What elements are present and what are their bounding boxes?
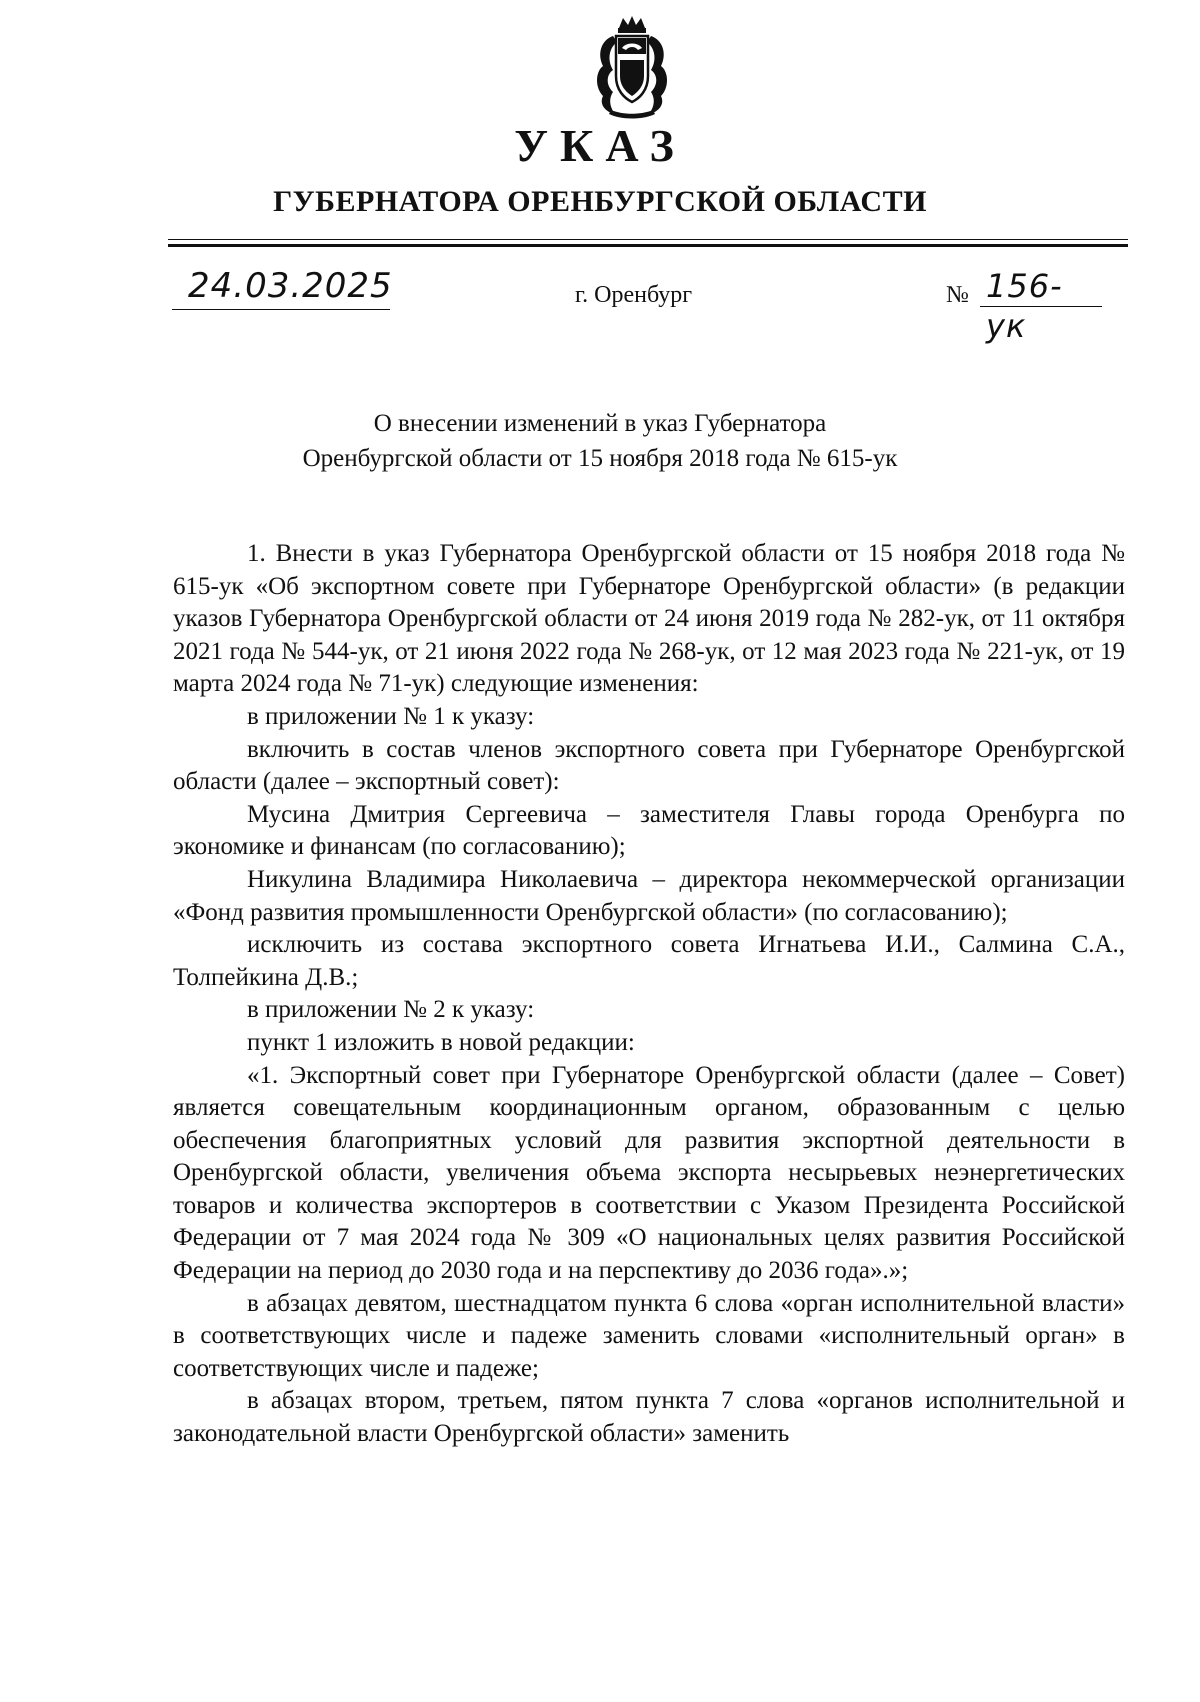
body-paragraph: в абзацах девятом, шестнадцатом пункта 6 слова «орган исполнительной власти» в соответствующих числе и падеже заменить словами «исполнительный орган» в соответствующих числе и падеже; [173, 1289, 1125, 1382]
document-type-title: УКАЗ [514, 120, 686, 171]
body-paragraph: Никулина Владимира Николаевича – директора некоммерческой организации «Фонд развития промышленности Оренбургской области» (по согласованию); [173, 865, 1125, 926]
decree-subject [0, 406, 1200, 476]
date-underline [172, 309, 390, 310]
decree-number: 156-ук [986, 267, 1063, 345]
decree-date-field [172, 266, 393, 306]
body-paragraph: 1. Внести в указ Губернатора Оренбургской области от 15 ноября 2018 года № 615-ук «Об экспортном совете при Губернаторе Оренбургской области» (в редакции указов Губернатора Оренбургской области от 24 июня 2019 года № 282-ук, от 11 октября 2021 года № 544-ук, от 21 июня 2022 года № 268-ук, от 12 мая 2023 года № 221-ук, от 19 марта 2024 года № 71-ук) следующие изменения: [173, 540, 1125, 698]
decree-body [173, 538, 1125, 1451]
header-rule-thick [168, 244, 1128, 247]
header-rule-thin [168, 239, 1128, 240]
decree-number-field [980, 266, 1102, 345]
body-paragraph: включить в состав членов экспортного совета при Губернаторе Оренбургской области (далее – экспортный совет): [173, 735, 1125, 796]
subject-line-1: О внесении изменений в указ Губернатора [373, 410, 827, 437]
body-paragraph: в абзацах втором, третьем, пятом пункта 7 слова «органов исполнительной и законодательной власти Оренбургской области» заменить [173, 1387, 1125, 1448]
body-paragraph: в приложении № 2 к указу: [247, 996, 535, 1024]
body-paragraph: пункт 1 изложить в новой редакции: [247, 1028, 635, 1056]
issuer-title: ГУБЕРНАТОРА ОРЕНБУРГСКОЙ ОБЛАСТИ [273, 185, 927, 218]
body-paragraph: «1. Экспортный совет при Губернаторе Оренбургской области (далее – Совет) является совещательным координационным органом, образованным с целью обеспечения благоприятных условий для развития экспортной деятельности в Оренбургской области, увеличения объема экспорта несырьевых неэнергетических товаров и количества экспортеров в соответствии с Указом Президента Российской Федерации от 7 мая 2024 года № 309 «О национальных целях развития Российской Федерации на период до 2030 года и на перспективу до 2036 года».»; [173, 1061, 1125, 1285]
coat-of-arms-emblem [591, 14, 673, 122]
body-paragraph: Мусина Дмитрия Сергеевича – заместителя Главы города Оренбурга по экономике и финансам (по согласованию); [173, 800, 1125, 861]
number-underline [980, 306, 1102, 307]
decree-number-label: № [946, 282, 969, 308]
subject-line-2: Оренбургской области от 15 ноября 2018 года № 615-ук [302, 445, 898, 472]
decree-date: 24.03.2025 [188, 266, 393, 306]
body-paragraph: исключить из состава экспортного совета Игнатьева И.И., Салмина С.А., Толпейкина Д.В.; [173, 931, 1125, 991]
decree-city: г. Оренбург [575, 282, 693, 308]
body-paragraph: в приложении № 1 к указу: [247, 702, 535, 730]
